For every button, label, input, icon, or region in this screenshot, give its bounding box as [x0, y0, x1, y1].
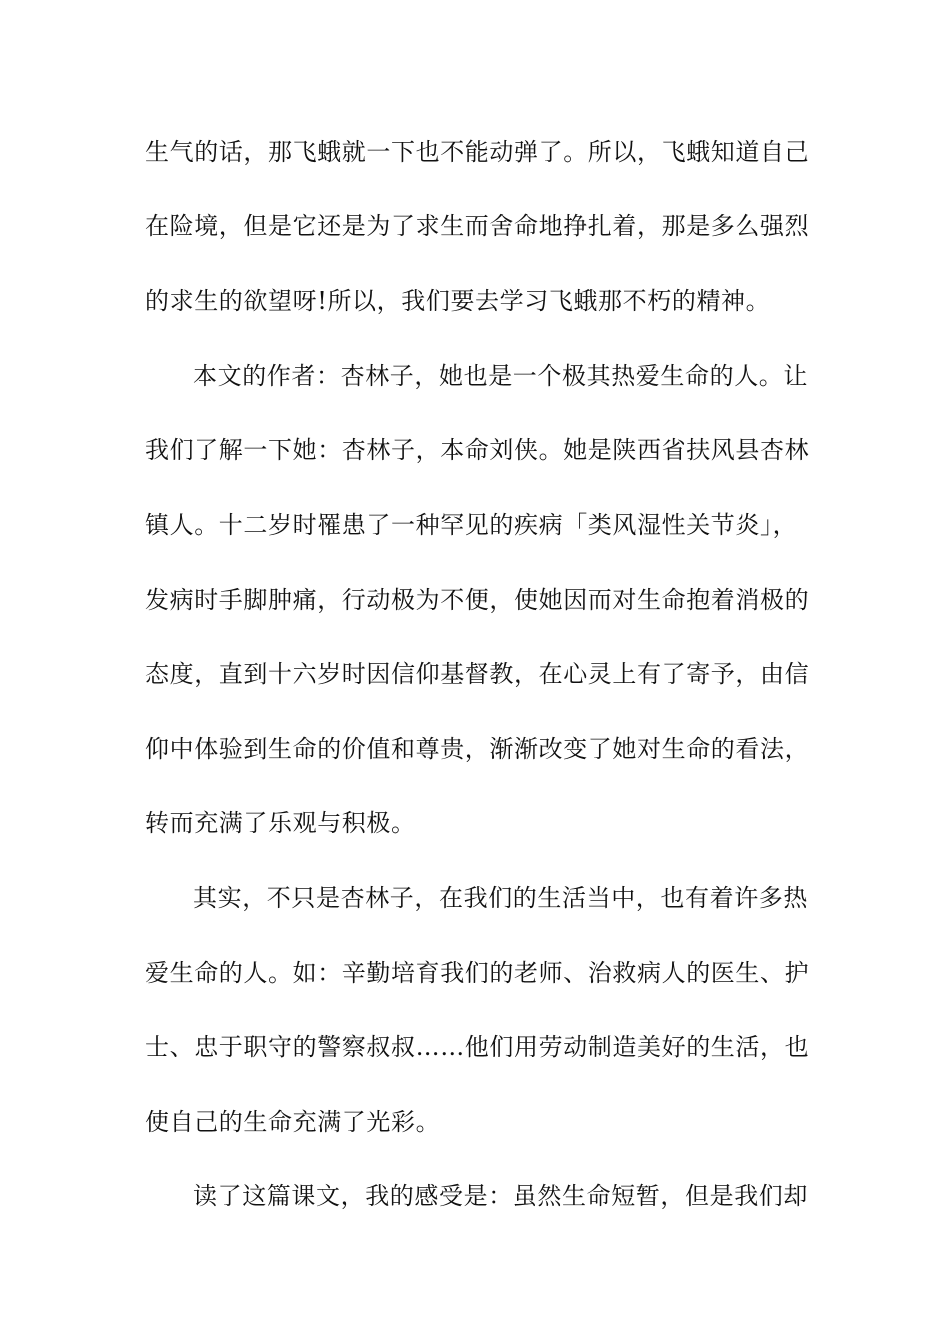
text-line: 镇人。十二岁时罹患了一种罕见的疾病「类风湿性关节炎」，	[145, 511, 798, 539]
text-line: 爱生命的人。如：辛勤培育我们的老师、治救病人的医生、护	[145, 959, 810, 987]
text-line: 在险境，但是它还是为了求生而舍命地挣扎着，那是多么强烈	[145, 212, 810, 240]
text-line: 态度，直到十六岁时因信仰基督教，在心灵上有了寄予，由信	[145, 660, 810, 688]
text-line: 我们了解一下她：杏林子，本命刘侠。她是陕西省扶风县杏林	[145, 436, 810, 464]
paragraph-first-line: 本文的作者：杏林子，她也是一个极其热爱生命的人。让	[193, 362, 808, 390]
text-line: 仰中体验到生命的价值和尊贵，渐渐改变了她对生命的看法，	[145, 735, 810, 763]
paragraph-first-line: 其实，不只是杏林子，在我们的生活当中，也有着许多热	[193, 884, 808, 912]
text-line: 发病时手脚肿痛，行动极为不便，使她因而对生命抱着消极的	[145, 586, 810, 614]
text-line: 生气的话，那飞蛾就一下也不能动弹了。所以，飞蛾知道自己	[145, 138, 810, 166]
paragraph-first-line: 读了这篇课文，我的感受是：虽然生命短暂，但是我们却	[193, 1182, 808, 1210]
text-line: 转而充满了乐观与积极。	[145, 809, 416, 837]
text-line: 的求生的欲望呀!所以，我们要去学习飞蛾那不朽的精神。	[145, 287, 771, 315]
text-line: 使自己的生命充满了光彩。	[145, 1108, 441, 1136]
text-line: 士、忠于职守的警察叔叔……他们用劳动制造美好的生活，也	[145, 1033, 810, 1061]
